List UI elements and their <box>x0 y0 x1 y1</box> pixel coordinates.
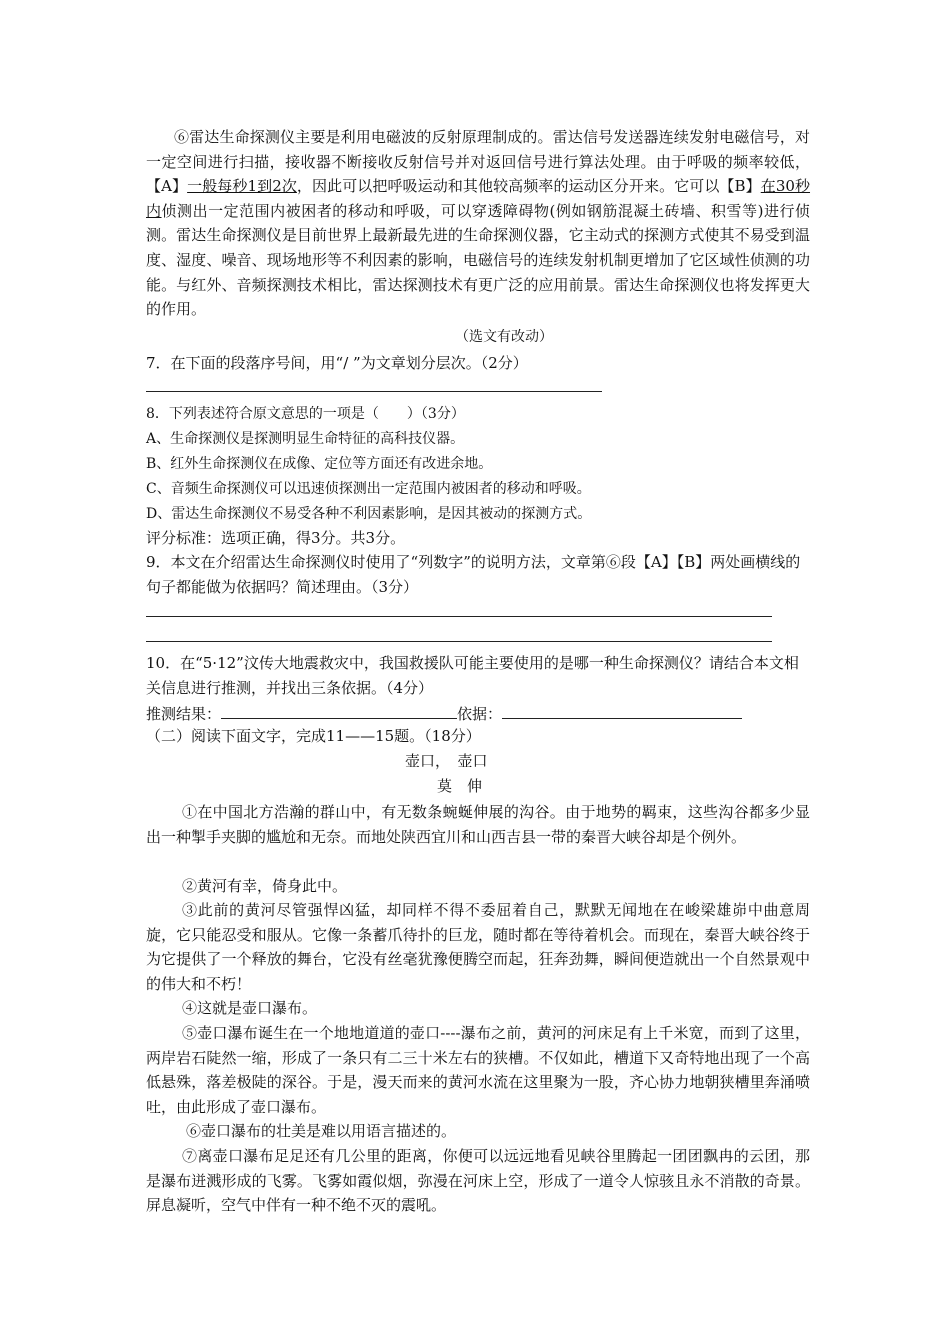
question-8-option-c: C、音频生命探测仪可以迅速侦探测出一定范围内被困者的移动和呼吸。 <box>146 481 591 497</box>
essay-paragraph-5: ⑤壶口瀑布诞生在一个地地道道的壶口----瀑布之前，黄河的河床足有上千米宽，而到了这里，两岸岩石陡然一缩，形成了一条只有二三十米左右的狭槽。不仅如此，槽道下又奇特地出现了一个高低悬殊，落差极陡的深谷。于是，漫天而来的黄河水流在这里聚为一股，齐心协力地朝狭槽里奔涌喷吐，由此形成了壶口瀑布。 <box>146 1024 810 1116</box>
passage-paragraph-6 <box>146 125 810 322</box>
essay-paragraph-3: ③此前的黄河尽管强悍凶猛，却同样不得不委屈着自己，默默无闻地在在峻梁雄峁中曲意周旋，它只能忍受和服从。它像一条蓄爪待扑的巨龙，随时都在等待着机会。而现在，秦晋大峡谷终于为它提供了一个释放的舞台，它没有丝毫犹豫便腾空而起，狂奔劲舞，瞬间便造就出一个自然景观中的伟大和不朽！ <box>146 901 810 993</box>
essay-paragraph-6: ⑥壶口瀑布的壮美是难以用语言描述的。 <box>186 1122 457 1140</box>
answer-line-q9-2[interactable] <box>146 641 772 642</box>
underlined-sentence-a: 一般每秒1到2次 <box>187 177 297 196</box>
question-9: 9．本文在介绍雷达生命探测仪时使用了“列数字”的说明方法，文章第⑥段【A】【B】两处画横线的句子都能做为依据吗？简述理由。（3分） <box>146 553 801 596</box>
essay-title: 壶口， 壶口 <box>405 752 488 770</box>
paragraph-text: ，因此可以把呼吸运动和其他较高频率的运动区分开来。它可以【B】 <box>296 177 761 196</box>
paragraph-text: 侦测出一定范围内被困者的移动和呼吸，可以穿透障碍物(例如钢筋混凝土砖墙、积雪等)进行侦测。雷达生命探测仪是目前世界上最新最先进的生命探测仪器，它主动式的探测方式使其不易受到温度、湿度、噪音、现场地形等不利因素的影响，电磁信号的连续发射机制更增加了它区域性侦测的功能。与红外、音频探测技术相比，雷达探测技术有更广泛的应用前景。雷达生命探测仪也将发挥更大的作用。 <box>146 201 810 319</box>
question-8-stem: 8．下列表述符合原文意思的一项是（ ）（3分） <box>146 406 465 422</box>
question-7: 7．在下面的段落序号间，用“/ ”为文章划分层次。（2分） <box>146 354 528 372</box>
scoring-standard: 评分标准：选项正确，得3分。共3分。 <box>146 529 406 547</box>
essay-paragraph-2: ②黄河有幸，倚身此中。 <box>182 877 348 895</box>
essay-paragraph-7: ⑦离壶口瀑布足足还有几公里的距离，你便可以远远地看见峡谷里腾起一团团飘冉的云团，那是瀑布迸溅形成的飞雾。飞雾如霞似烟，弥漫在河床上空，形成了一道令人惊骇且永不消散的奇景。屏息凝听，空气中伴有一种不绝不灭的震吼。 <box>146 1147 810 1215</box>
answer-line-q9-1[interactable] <box>146 616 772 617</box>
result-blank[interactable] <box>221 701 457 719</box>
question-10: 10．在“5·12”汶传大地震救灾中，我国救援队可能主要使用的是哪一种生命探测仪？请结合本文相关信息进行推测，并找出三条依据。（4分） <box>146 654 799 697</box>
question-8-option-b: B、红外生命探测仪在成像、定位等方面还有改进余地。 <box>146 456 493 472</box>
question-8-option-a: A、生命探测仪是探测明显生命特征的高科技仪器。 <box>146 431 465 447</box>
paragraph-text: ⑥雷达生命探测仪主要是利用电磁波的反射原理制成的。雷达信号发送器连续发射电磁信号，对一定空间进行扫描，接收器不断接收反射信号并对返回信号进行算法处理。由于呼吸的频率较低，【A】 <box>146 128 810 196</box>
question-8-option-d: D、雷达生命探测仪不易受各种不利因素影响，是因其被动的探测方式。 <box>146 506 592 522</box>
basis-blank[interactable] <box>502 701 742 719</box>
essay-paragraph-1: ①在中国北方浩瀚的群山中，有无数条蜿蜒伸展的沟谷。由于地势的羁束，这些沟谷都多少显出一种掣手夹脚的尴尬和无奈。而地处陕西宜川和山西吉县一带的秦晋大峡谷却是个例外。 <box>146 803 810 846</box>
question-10-answer-row <box>146 701 742 724</box>
underlined-sentence-b: 在30秒内 <box>146 177 811 220</box>
basis-label: 依据： <box>457 705 503 723</box>
answer-line-q7[interactable] <box>146 391 602 392</box>
section-2-heading: （二）阅读下面文字，完成11——15题。（18分） <box>146 727 481 745</box>
essay-paragraph-4: ④这就是壶口瀑布。 <box>182 999 318 1017</box>
result-label: 推测结果： <box>146 705 222 723</box>
essay-author: 莫 伸 <box>437 777 483 795</box>
source-note: （选文有改动） <box>455 329 553 345</box>
